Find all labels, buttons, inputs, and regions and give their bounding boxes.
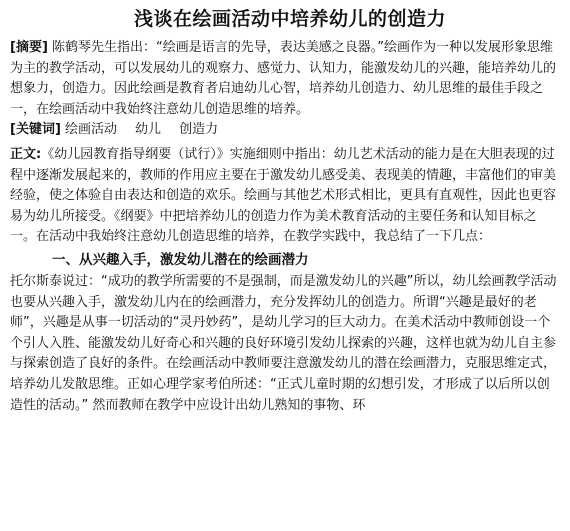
section-paragraph: 托尔斯泰说过：“成功的教学所需要的不是强制，而是激发幼儿的兴趣”所以，幼儿绘画教学活动也要从兴趣入手，激发幼儿内在的绘画潜力，充分发挥幼儿的创造力。所谓“兴趣是最好的老师”，兴趣是从事一切活动的“灵丹妙药”，是幼儿学习的巨大动力。在美术活动中教师创设一个个引人入胜、能激发幼儿好奇心和兴趣的良好环境引发幼儿探索的兴趣，这样也就为幼儿自主参与探索创造了良好的条件。在绘画活动中教师要注意激发幼儿的潜在绘画潜力，克服思维定式，培养幼儿发散思维。正如心理学家考伯所述：“正式儿童时期的幻想引发，才形成了以后所以创造性的活动。” 然而教师在教学中应设计出幼儿熟知的事物、环: [10, 273, 557, 413]
body-intro-text: 《幼儿园教育指导纲要（试行）》实施细则中指出：幼儿艺术活动的能力是在大胆表现的过程中逐渐发展起来的，教师的作用应主要在于激发幼儿感受美、表现美的情趣，丰富他们的审美经验，使之体验自由表达和创造的欢乐。绘画与其他艺术形式相比，更具有直观性，因此也更容易为幼儿所接受。《纲要》中把培养幼儿的创造力作为美术教育活动的主要任务和认知目标之一。在活动中我始终注意幼儿创造思维的培养，在教学实践中，我总结了一下几点：: [10, 146, 557, 245]
keywords-line: [10, 120, 570, 141]
keyword-item: 创造力: [179, 122, 219, 138]
abstract-paragraph: [10, 38, 570, 120]
page-title: 浅谈在绘画活动中培养幼儿的创造力: [133, 8, 446, 30]
keyword-item: 幼儿: [135, 122, 162, 138]
body-label: 正文:: [10, 146, 42, 162]
abstract-label: [摘要]: [10, 40, 48, 55]
section-heading: 一、从兴趣入手，激发幼儿潜在的绘画潜力: [52, 251, 309, 268]
keywords-label: [关键词]: [10, 122, 61, 138]
abstract-text: 陈鹤琴先生指出：“绘画是语言的先导，表达美感之良器。”绘画作为一种以发展形象思维为主的教学活动，可以发展幼儿的观察力、感觉力、认知力，能激发幼儿的兴趣，能培养幼儿的想象力，创造力。因此绘画是教育者启迪幼儿心智，培养幼儿创造力、幼儿思维的最佳手段之一，在绘画活动中我始终注意幼儿创造思维的培养。: [10, 40, 557, 117]
body-intro-paragraph: [10, 145, 570, 248]
keyword-item: 绘画活动: [65, 122, 118, 138]
